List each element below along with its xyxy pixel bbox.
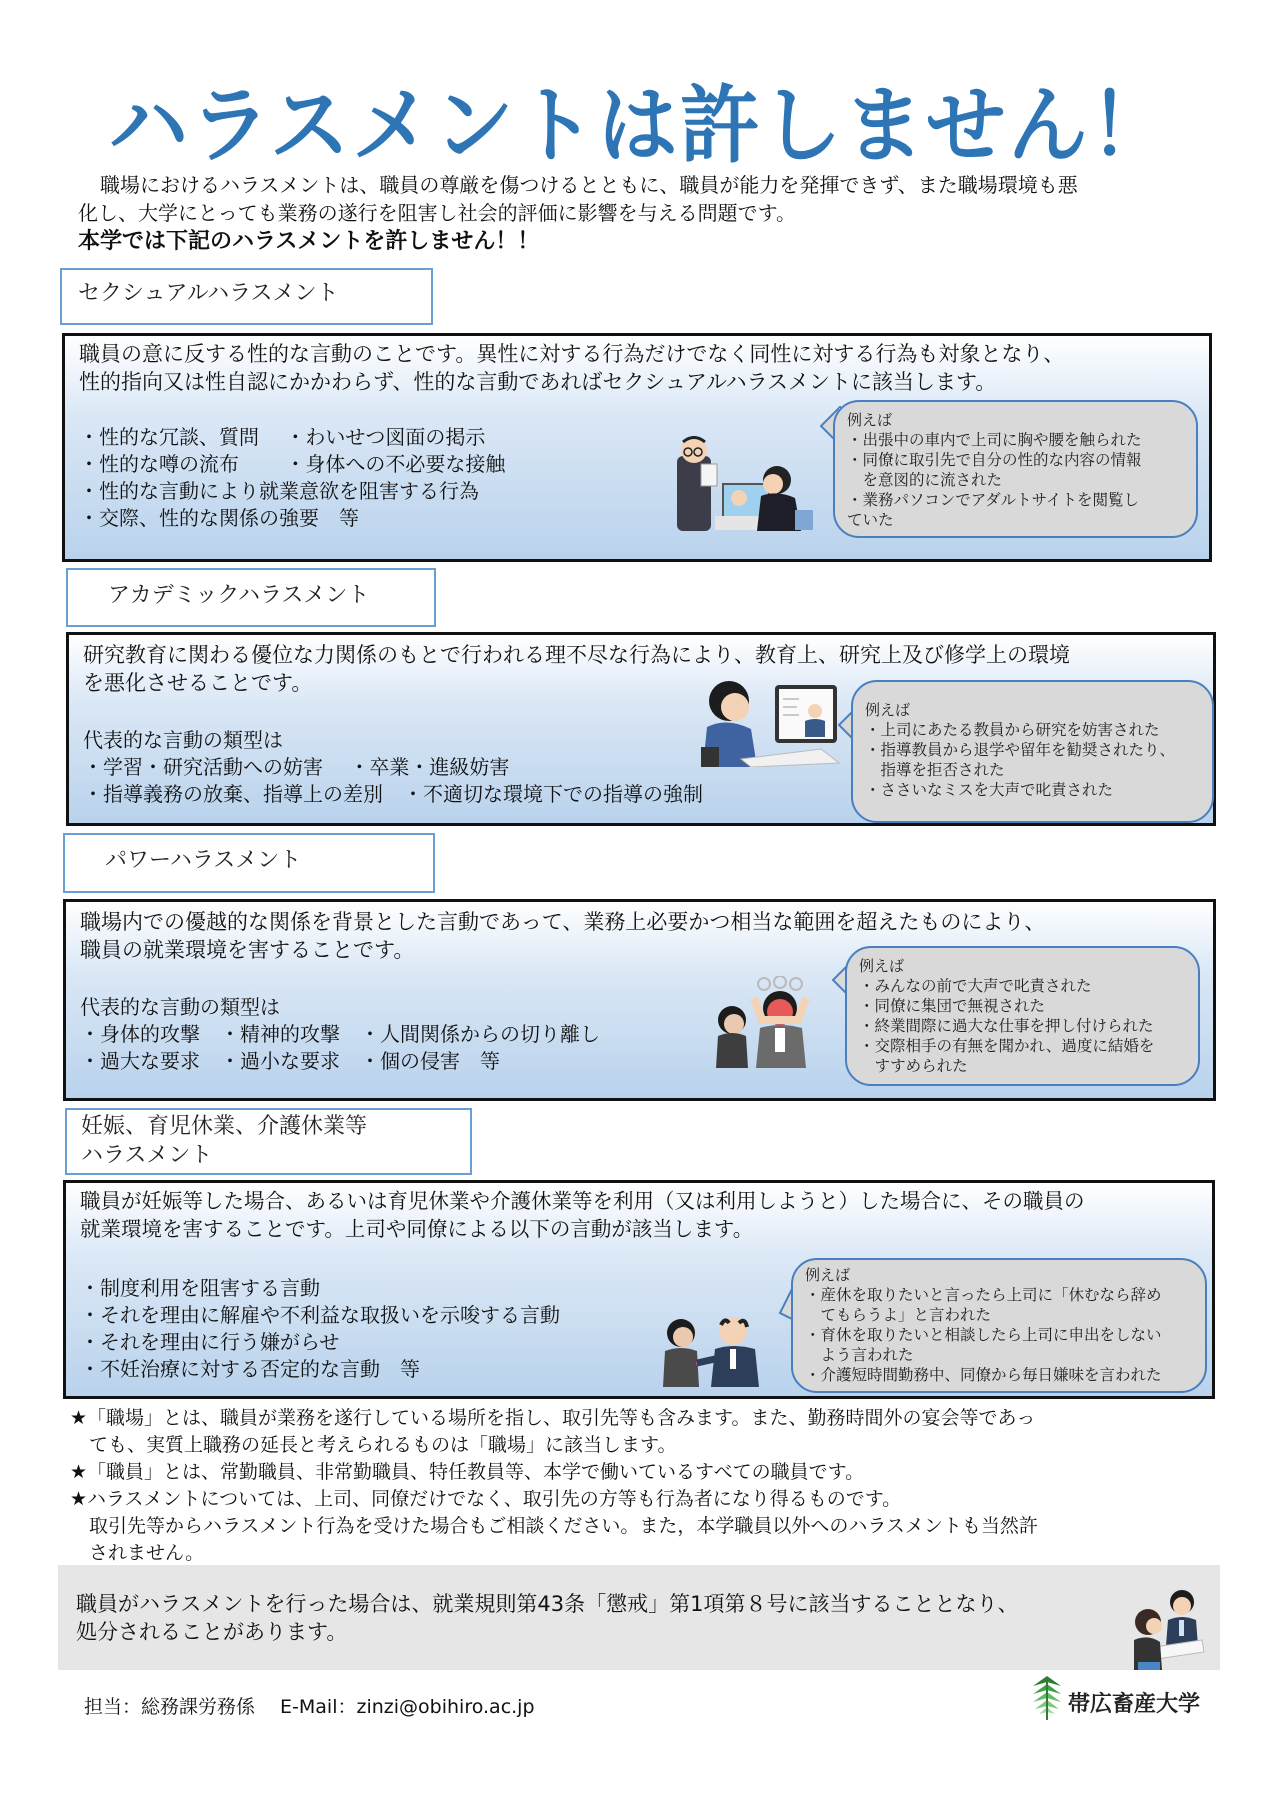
boss-pressuring-employee-illustration: [659, 1315, 771, 1387]
discipline-line-1: 職員がハラスメントを行った場合は、就業規則第43条「懲戒」第1項第８号に該当することとなり、: [76, 1592, 1019, 1616]
note-line: ★ハラスメントについては、上司、同僚だけでなく、取引先の方等も行為者になり得るものです。: [70, 1488, 902, 1510]
section-label-power-harassment: [63, 833, 435, 893]
example-heading: 例えば: [847, 411, 893, 429]
note-line: 取引先等からハラスメント行為を受けた場合もご相談ください。また，本学職員以外へのハラスメントも当然許: [70, 1515, 1038, 1537]
section-box-maternity-harassment: [63, 1180, 1215, 1399]
example-item: てもらうよ」と言われた: [805, 1306, 992, 1324]
page-title: ハラスメントは許しません！: [108, 76, 1172, 175]
example-heading: 例えば: [805, 1266, 851, 1284]
list-item: ・過大な要求 ・過小な要求 ・個の侵害 等: [80, 1049, 500, 1073]
section-box-sexual-harassment: [62, 333, 1212, 562]
description-line: 性的指向又は性自認にかかわらず、性的な言動であればセクシュアルハラスメントに該当します。: [79, 370, 997, 394]
list-item: ・指導義務の放棄、指導上の差別 ・不適切な環境下での指導の強制: [83, 782, 703, 806]
list-item: ・交際、性的な関係の強要 等: [79, 506, 359, 530]
section-label-text: アカデミックハラスメント: [108, 583, 370, 608]
harassment-examples-list: [83, 727, 703, 808]
angry-boss-illustration: [714, 976, 822, 1068]
section-label-text-line-1: 妊娠、育児休業、介護休業等: [81, 1114, 368, 1139]
section-label-sexual-harassment: [60, 268, 433, 325]
contact-info: 担当：総務課労務係 E-Mail：zinzi@obihiro.ac.jp: [84, 1696, 535, 1718]
section-box-academic-harassment: [66, 632, 1216, 826]
list-item: ・性的な冗談、質問 ・わいせつ図面の掲示: [79, 425, 486, 449]
harassment-examples-list: [79, 424, 505, 532]
example-item: ・みんなの前で大声で叱責された: [859, 977, 1092, 995]
discipline-line-2: 処分されることがあります。: [76, 1620, 348, 1644]
intro-paragraph: [78, 171, 1228, 227]
list-item: ・制度利用を阻害する言動: [80, 1276, 320, 1300]
list-item: ・身体的攻撃 ・精神的攻撃 ・人間関係からの切り離し: [80, 1022, 600, 1046]
section-label-maternity-harassment: [65, 1108, 472, 1175]
section-label-text: セクシュアルハラスメント: [78, 281, 339, 306]
harassment-examples-list: [80, 994, 600, 1075]
intro-line-1: 職場におけるハラスメントは、職員の尊厳を傷つけるとともに、職員が能力を発揮できず、また職場環境も悪: [100, 173, 1078, 197]
description-line: 研究教育に関わる優位な力関係のもとで行われる理不尽な行為により、教育上、研究上及び修学上の環境: [83, 643, 1070, 667]
example-speech-bubble: [791, 1258, 1207, 1393]
note-line: ても、実質上職務の延長と考えられるものは「職場」に該当します。: [70, 1434, 677, 1456]
definition-notes: [70, 1405, 1230, 1567]
list-intro: 代表的な言動の類型は: [80, 995, 280, 1019]
example-item: ・同僚に取引先で自分の性的な内容の情報: [847, 451, 1142, 469]
example-heading: 例えば: [859, 957, 905, 975]
example-speech-bubble: [833, 400, 1198, 538]
note-line: ★「職員」とは、常勤職員、非常勤職員、特任教員等、本学で働いているすべての職員です。: [70, 1461, 865, 1483]
example-speech-bubble: [845, 946, 1200, 1086]
list-item: ・それを理由に解雇や不利益な取扱いを示唆する言動: [80, 1303, 560, 1327]
example-item: すすめられた: [859, 1057, 968, 1075]
university-logo-icon: [1033, 1676, 1061, 1720]
note-line: ★「職場」とは、職員が業務を遂行している場所を指し、取引先等も含みます。また、勤務時間外の宴会等であっ: [70, 1407, 1036, 1429]
example-item: ていた: [847, 511, 894, 529]
example-item: ・出張中の車内で上司に胸や腰を触られた: [847, 431, 1142, 449]
example-heading: 例えば: [865, 701, 911, 719]
example-item: ・育休を取りたいと相談したら上司に申出をしない: [805, 1326, 1162, 1344]
example-item: 指導を拒否された: [865, 761, 1005, 779]
note-line: されません。: [70, 1542, 205, 1564]
example-item: よう言われた: [805, 1346, 914, 1364]
list-intro: 代表的な言動の類型は: [83, 728, 283, 752]
list-item: ・それを理由に行う嫌がらせ: [80, 1330, 340, 1354]
example-item: を意図的に流された: [847, 471, 1003, 489]
example-item: ・産休を取りたいと言ったら上司に「休むなら辞め: [805, 1286, 1162, 1304]
example-item: ・業務パソコンでアダルトサイトを閲覧し: [847, 491, 1140, 509]
section-box-power-harassment: [63, 899, 1216, 1101]
list-item: ・性的な噂の流布 ・身体への不必要な接触: [79, 452, 506, 476]
description-line: 職員の意に反する性的な言動のことです。異性に対する行為だけでなく同性に対する行為も対象となり、: [79, 342, 1065, 366]
description-line: 職場内での優越的な関係を背景とした言動であって、業務上必要かつ相当な範囲を超えたものにより、: [80, 910, 1046, 934]
intro-line-2: 化し、大学にとっても業務の遂行を阻害し社会的評価に影響を与える問題です。: [78, 201, 796, 225]
example-item: ・同僚に集団で無視された: [859, 997, 1046, 1015]
section-description: [80, 1187, 1085, 1243]
example-item: ・交際相手の有無を聞かれ、過度に結婚を: [859, 1037, 1155, 1055]
harassment-examples-list: [80, 1275, 560, 1383]
description-line: 職員の就業環境を害することです。: [80, 938, 415, 962]
description-line: 就業環境を害することです。上司や同僚による以下の言動が該当します。: [80, 1217, 754, 1241]
university-name: 帯広畜産大学: [1068, 1692, 1201, 1717]
list-item: ・性的な言動により就業意欲を阻害する行為: [79, 479, 479, 503]
list-item: ・不妊治療に対する否定的な言動 等: [80, 1357, 420, 1381]
example-item: ・ささいなミスを大声で叱責された: [865, 781, 1114, 799]
student-online-lecture-illustration: [701, 679, 841, 767]
section-label-text-line-2: ハラスメント: [81, 1143, 213, 1168]
intro-emphasis: 本学では下記のハラスメントを許しません！！: [78, 229, 540, 254]
section-label-academic-harassment: [66, 568, 436, 627]
example-item: ・指導教員から退学や留年を勧奨されたり、: [865, 741, 1176, 759]
consultation-illustration: [1130, 1588, 1206, 1670]
description-line: 職員が妊娠等した場合、あるいは育児休業や介護休業等を利用（又は利用しようと）した場合に、その職員の: [80, 1189, 1085, 1213]
office-workers-illustration: [677, 436, 817, 531]
description-line: を悪化させることです。: [83, 671, 313, 695]
example-item: ・上司にあたる教員から研究を妨害された: [865, 721, 1160, 739]
section-description: [79, 340, 1064, 396]
example-item: ・介護短時間勤務中、同僚から毎日嫌味を言われた: [805, 1366, 1162, 1384]
list-item: ・学習・研究活動への妨害 ・卒業・進級妨害: [83, 755, 510, 779]
example-item: ・終業間際に過大な仕事を押し付けられた: [859, 1017, 1154, 1035]
section-label-text: パワーハラスメント: [105, 848, 302, 873]
discipline-notice-text: [76, 1590, 1018, 1646]
example-speech-bubble: [851, 680, 1214, 823]
